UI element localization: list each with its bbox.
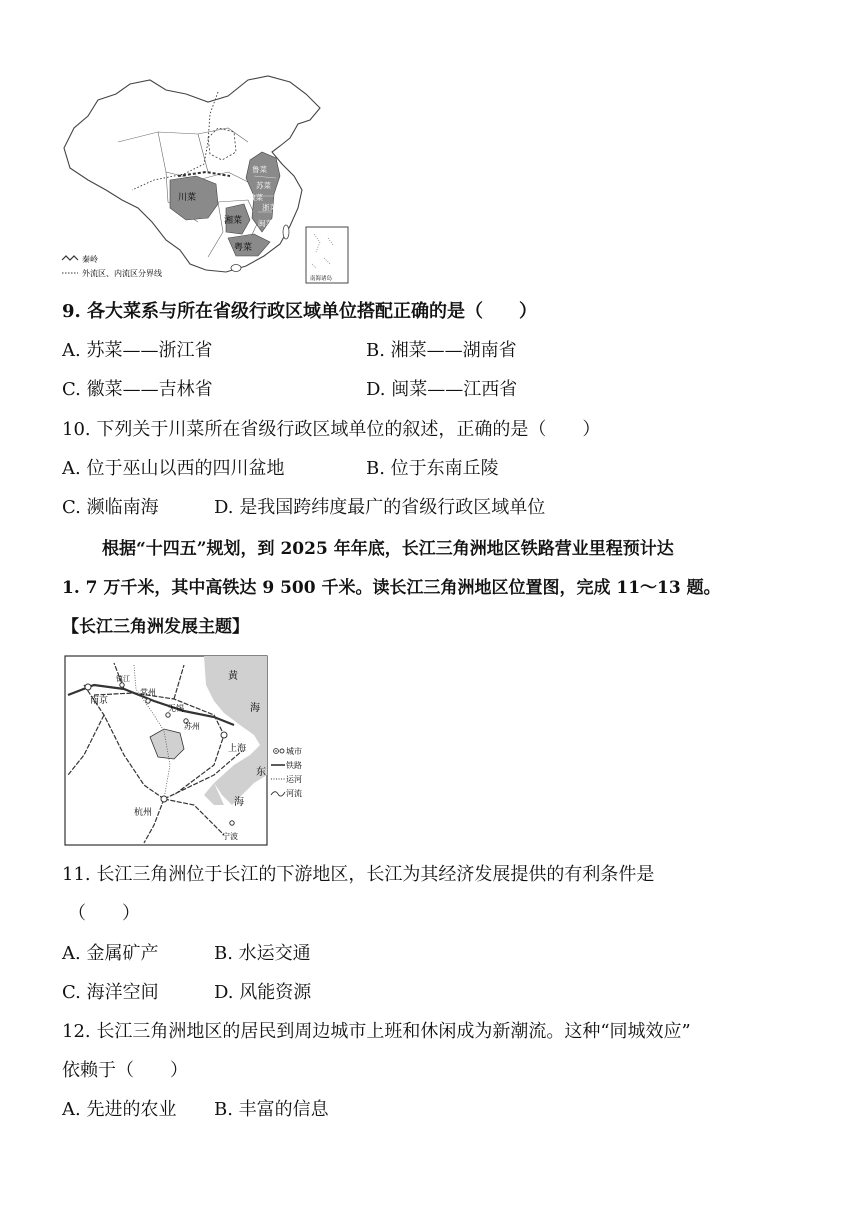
q11-stem: 11. 长江三角洲位于长江的下游地区，长江为其经济发展提供的有利条件是 xyxy=(62,864,655,885)
south-sea-inset xyxy=(306,227,348,283)
q11-option-a: A. 金属矿产 xyxy=(62,943,159,964)
q12-option-b: B. 丰富的信息 xyxy=(214,1099,329,1120)
city-wuxi: 无锡 xyxy=(168,704,184,713)
label-yue: 粤菜 xyxy=(234,243,253,253)
city-hangzhou: 杭州 xyxy=(134,808,153,818)
sea-dong: 东 xyxy=(256,767,266,778)
q10-option-a: A. 位于巫山以西的四川盆地 xyxy=(62,458,285,479)
legend-boundary: 外流区、内流区分界线 xyxy=(82,269,162,278)
city-shanghai: 上海 xyxy=(228,744,247,754)
q10-stem: 10. 下列关于川菜所在省级行政区域单位的叙述，正确的是（ ） xyxy=(62,419,601,440)
city-zhenjiang: 镇江 xyxy=(116,675,130,683)
city-ningbo: 宁波 xyxy=(222,832,238,841)
q11-stem-cont: （ ） xyxy=(68,903,140,924)
q11-option-b: B. 水运交通 xyxy=(214,943,311,964)
legend-railway: 铁路 xyxy=(286,761,302,770)
legend-canal: 运河 xyxy=(286,775,302,784)
sea-huang-2: 海 xyxy=(250,703,260,714)
city-changzhou: 常州 xyxy=(140,688,156,697)
label-zhe: 浙菜 xyxy=(262,203,277,212)
label-chuan: 川菜 xyxy=(178,193,197,203)
q12-option-a: A. 先进的农业 xyxy=(62,1099,177,1120)
intro-line-2: 1. 7 万千米，其中高铁达 9 500 千米。读长江三角洲地区位置图，完成 11～13 题。 xyxy=(62,578,721,598)
q10-option-b: B. 位于东南丘陵 xyxy=(366,458,499,479)
legend-river: 河流 xyxy=(286,789,302,798)
q10-option-d: D. 是我国跨纬度最广的省级行政区域单位 xyxy=(214,497,546,518)
q11-option-c: C. 海洋空间 xyxy=(62,982,159,1003)
q12-stem-cont: 依赖于（ ） xyxy=(62,1060,188,1081)
section-heading: 【长江三角洲发展主题】 xyxy=(62,617,249,637)
q9-option-d: D. 闽菜——江西省 xyxy=(366,379,518,400)
label-xiang: 湘菜 xyxy=(224,216,243,226)
label-su: 苏菜 xyxy=(256,181,271,190)
legend-city: 城市 xyxy=(286,747,302,756)
q9-option-c: C. 徽菜——吉林省 xyxy=(62,379,213,400)
q9-option-b: B. 湘菜——湖南省 xyxy=(366,340,517,361)
q9-option-a: A. 苏菜——浙江省 xyxy=(62,340,213,361)
label-lu: 鲁菜 xyxy=(252,165,267,174)
q12-stem: 12. 长江三角洲地区的居民到周边城市上班和休闲成为新潮流。这种“同城效应” xyxy=(62,1021,691,1042)
city-nanjing: 南京 xyxy=(90,696,109,706)
sea-huang: 黄 xyxy=(228,671,238,682)
city-suzhou: 苏州 xyxy=(184,722,200,731)
intro-line-1: 根据“十四五”规划，到 2025 年年底，长江三角洲地区铁路营业里程预计达 xyxy=(102,539,674,559)
china-outline xyxy=(64,76,320,272)
label-hui: 徽菜 xyxy=(248,193,263,202)
inset-label: 南海诸岛 xyxy=(310,276,333,282)
china-cuisine-map xyxy=(58,72,358,287)
label-min: 闽菜 xyxy=(258,219,273,228)
q9-stem: 9. 各大菜系与所在省级行政区域单位搭配正确的是（ ） xyxy=(62,301,538,322)
q11-option-d: D. 风能资源 xyxy=(214,982,312,1003)
yangtze-delta-map xyxy=(64,655,326,847)
sea-dong-2: 海 xyxy=(234,797,244,808)
legend-qinling: 秦岭 xyxy=(82,255,98,264)
q10-option-c: C. 濒临南海 xyxy=(62,497,159,518)
